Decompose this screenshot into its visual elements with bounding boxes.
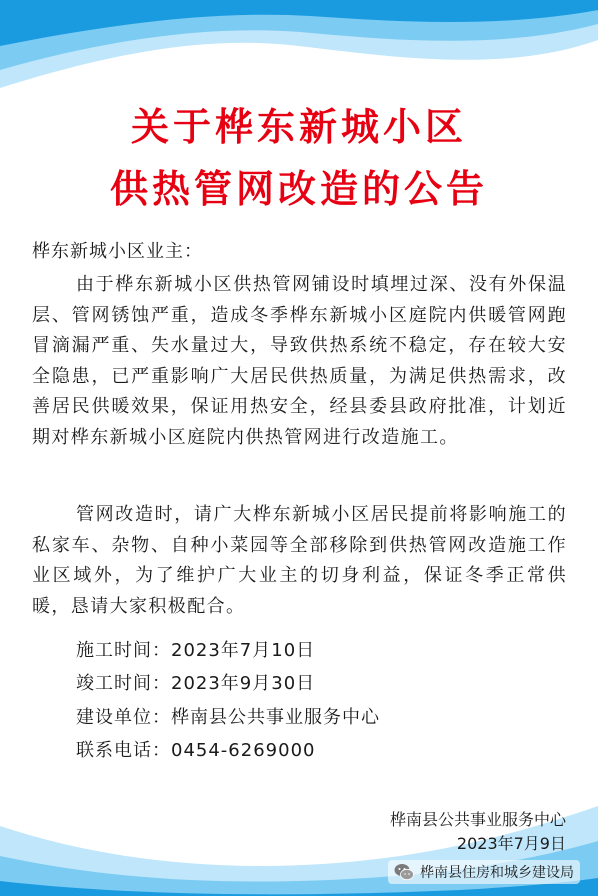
body-paragraph-2: 管网改造时，请广大桦东新城小区居民提前将影响施工的私家车、杂物、自种小菜园等全部移除到供热管网改造施工作业区域外，为了维护广大业主的切身利益，保证冬季正常供暖，恳请大家积极配合。	[32, 504, 567, 617]
wechat-account-watermark	[388, 860, 580, 884]
completion-date: 竣工时间：2023年9月30日	[76, 673, 316, 694]
wechat-account-name: 桦南县住房和城乡建设局	[420, 865, 574, 881]
signature-date: 2023年7月9日	[456, 834, 566, 853]
wechat-icon	[394, 863, 414, 881]
contact-phone: 联系电话：0454-6269000	[76, 740, 316, 761]
signature-organization: 桦南县公共事业服务中心	[389, 810, 566, 829]
construction-start-date: 施工时间：2023年7月10日	[76, 640, 316, 661]
construction-unit: 建设单位：桦南县公共事业服务中心	[76, 707, 380, 728]
body-paragraph-1: 由于桦东新城小区供热管网铺设时填埋过深、没有外保温层、管网锈蚀严重，造成冬季桦东新城小区庭院内供暖管网跑冒滴漏严重、失水量过大，导致供热系统不稳定，存在较大安全隐患，已严重影响广大居民供热质量，为满足供热需求，改善居民供暖效果，保证用热安全，经县委县政府批准，计划近期对桦东新城小区庭院内供热管网进行改造施工。	[32, 274, 567, 448]
notice-title-line1: 关于桦东新城小区	[130, 105, 467, 149]
salutation: 桦东新城小区业主：	[32, 241, 203, 262]
notice-title-line2: 供热管网改造的公告	[109, 167, 488, 211]
